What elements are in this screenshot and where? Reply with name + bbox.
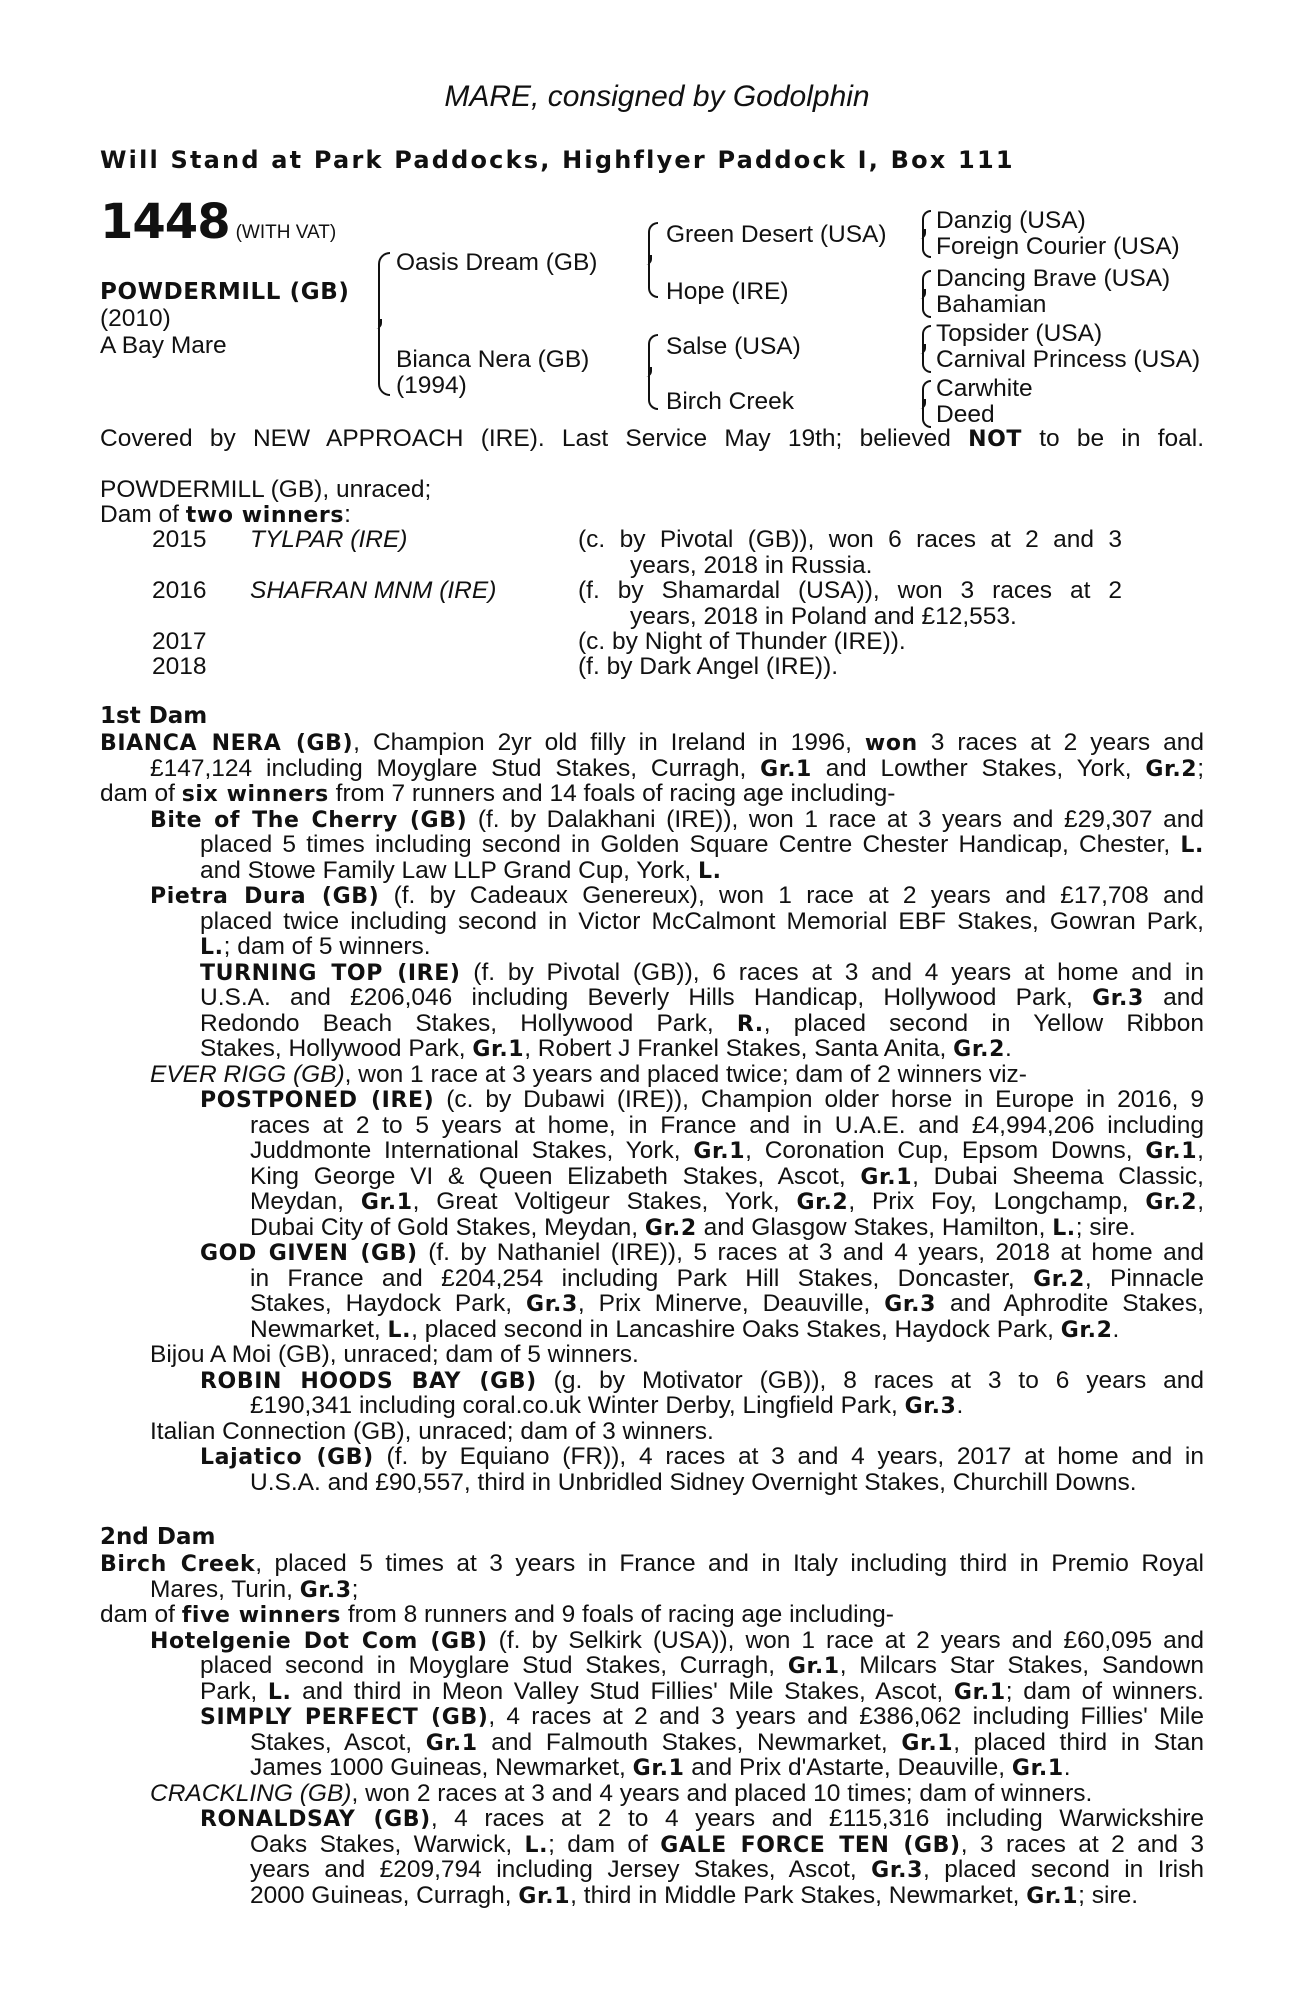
first-dam-line	[100, 1164, 1204, 1190]
text-run: and Falmouth Stakes, Newmarket,	[477, 1728, 902, 1756]
text-run: Stakes, Ascot,	[250, 1728, 426, 1756]
dam-of-prefix: Dam of	[100, 501, 179, 528]
second-dam-line	[100, 1653, 1204, 1679]
text-run: (c. by Dubawi (IRE)), Champion older horse in Europe in 2016, 9	[434, 1086, 1204, 1113]
bold-text: L.	[267, 1679, 292, 1705]
text-run: ; dam of 5 winners.	[223, 933, 431, 960]
bold-text: L.	[1180, 833, 1204, 858]
pedigree-sire-dam: Hope (IRE)	[666, 278, 789, 305]
first-dam-line	[100, 1189, 1204, 1215]
text-run: King George VI & Queen Elizabeth Stakes, Ascot,	[250, 1162, 861, 1190]
text-run: from 8 runners and 9 foals of racing age including-	[341, 1601, 894, 1628]
first-dam-line	[100, 1011, 1204, 1037]
pedigree-ggp-4: Bahamian	[936, 291, 1047, 318]
produce-desc: (c. by Pivotal (GB)), won 6 races at 2 and 3	[578, 526, 1122, 553]
text-run: and Lowther Stakes, York,	[811, 754, 1146, 782]
pedigree-ggp-6: Carnival Princess (USA)	[936, 346, 1201, 373]
first-dam-line	[100, 1215, 1204, 1241]
bold-text: R.	[736, 1011, 764, 1037]
text-run: U.S.A. and £90,557, third in Unbridled Sidney Overnight Stakes, Churchill Downs.	[250, 1468, 1137, 1496]
second-dam-line	[100, 1806, 1204, 1832]
second-dam-line	[100, 1602, 1204, 1628]
bold-text: SIMPLY PERFECT (GB)	[200, 1705, 489, 1730]
text-run: placed 5 times including second in Golden Square Centre Chester Handicap, Chester,	[200, 831, 1181, 858]
text-run: ;	[351, 1575, 359, 1603]
bold-text: Gr.1	[860, 1164, 913, 1190]
text-run: dam of	[100, 1601, 182, 1628]
pedigree-brace-gg3	[922, 325, 931, 373]
bold-text: Birch Creek	[100, 1552, 256, 1577]
pedigree-ggp-7: Carwhite	[936, 375, 1033, 402]
pedigree-ggp-1: Danzig (USA)	[936, 207, 1086, 234]
pedigree-brace-main	[378, 252, 390, 396]
first-dam-line	[100, 1393, 1204, 1419]
bold-text: L.	[1052, 1215, 1076, 1241]
text-run: (f. by Equiano (FR)), 4 races at 3 and 4 years, 2017 at home and in	[373, 1443, 1205, 1470]
text-run: dam of	[100, 780, 182, 807]
pedigree-brace-gg2	[922, 270, 931, 318]
vat-label: (WITH VAT)	[235, 222, 337, 243]
bold-text: Gr.1	[632, 1756, 685, 1781]
text-run: , Great Voltigeur Stakes, York,	[412, 1188, 797, 1215]
text-run: (f. by Pivotal (GB)), 6 races at 3 and 4 years at home and in	[460, 958, 1205, 986]
bold-text: Gr.2	[1145, 756, 1198, 782]
produce-name: SHAFRAN MNM (IRE)	[250, 577, 497, 604]
text-run: (f. by Dalakhani (IRE)), won 1 race at 3 years and £29,307 and	[467, 805, 1204, 833]
text-run: races at 2 to 5 years at home, in France and in U.A.E. and £4,994,206 including	[250, 1111, 1204, 1139]
first-dam-line	[100, 1342, 1204, 1368]
bold-text: L.	[387, 1317, 412, 1343]
bold-text: Gr.1	[472, 1037, 525, 1062]
bold-text: L.	[524, 1832, 549, 1858]
first-dam-line	[100, 1291, 1204, 1317]
lot-number-line	[100, 194, 337, 250]
produce-desc: (f. by Dark Angel (IRE)).	[578, 653, 839, 680]
bold-text: Gr.1	[693, 1139, 746, 1164]
pedigree-dam-dam: Birch Creek	[666, 388, 794, 415]
first-dam-line	[100, 960, 1204, 986]
second-dam-body	[100, 1551, 1204, 1908]
pedigree-sire-sire: Green Desert (USA)	[666, 221, 887, 248]
pedigree-brace-gg4	[922, 380, 931, 428]
bold-text: Gr.2	[953, 1037, 1005, 1062]
bold-text: Gr.1	[425, 1730, 478, 1756]
text-run: , placed second in Irish	[923, 1856, 1204, 1883]
first-dam-line	[100, 1317, 1204, 1343]
pedigree-ggp-3: Dancing Brave (USA)	[936, 265, 1171, 292]
bold-text: Gr.2	[1033, 1266, 1085, 1292]
text-run: , won 1 race at 3 years and placed twice; dam of 2 winners viz-	[344, 1060, 1027, 1088]
bold-text: Bite of The Cherry (GB)	[150, 807, 468, 833]
text-run: , Milcars Star Stakes, Sandown	[839, 1652, 1204, 1679]
text-run: Mares, Turin,	[150, 1575, 300, 1603]
first-dam-line	[100, 985, 1204, 1011]
text-run: £190,341 including coral.co.uk Winter Derby, Lingfield Park,	[250, 1392, 905, 1419]
produce-year: 2018	[152, 653, 207, 680]
covered-text: Covered by NEW APPROACH (IRE). Last Service May 19th; believed	[100, 425, 951, 452]
produce-intro: POWDERMILL (GB), unraced;	[100, 476, 432, 503]
first-dam-line	[100, 756, 1204, 782]
text-run: ,	[1197, 1188, 1204, 1215]
bold-text: Pietra Dura (GB)	[150, 884, 380, 909]
text-run: Oaks Stakes, Warwick,	[250, 1830, 525, 1858]
bold-text: Hotelgenie Dot Com (GB)	[150, 1628, 488, 1654]
bold-text: ROBIN HOODS BAY (GB)	[200, 1368, 537, 1394]
horse-name: POWDERMILL (GB)	[100, 279, 350, 305]
text-run: and Prix d'Astarte, Deauville,	[684, 1754, 1012, 1781]
second-dam-line	[100, 1628, 1204, 1654]
second-dam-line	[100, 1755, 1204, 1781]
italic-text: EVER RIGG (GB)	[150, 1060, 345, 1088]
text-run: Stakes, Hollywood Park,	[200, 1035, 473, 1062]
text-run: ;	[1197, 754, 1204, 782]
text-run: , Robert J Frankel Stakes, Santa Anita,	[524, 1035, 954, 1062]
text-run: Newmarket,	[250, 1315, 388, 1343]
text-run: , placed second in Lancashire Oaks Stakes, Haydock Park,	[411, 1315, 1061, 1343]
text-run: , won 2 races at 3 and 4 years and placed 10 times; dam of winners.	[351, 1779, 1093, 1807]
bold-text: Gr.1	[760, 756, 812, 782]
first-dam-line	[100, 730, 1204, 756]
text-run: .	[956, 1392, 964, 1419]
produce-year: 2015	[152, 526, 207, 553]
text-run: ; sire.	[1078, 1881, 1139, 1909]
text-run: , placed third in Stan	[953, 1728, 1204, 1756]
lot-number: 1448	[100, 194, 230, 250]
bold-text: Gr.1	[1145, 1139, 1198, 1164]
covered-statement	[100, 426, 1204, 452]
bold-text: Gr.1	[787, 1654, 840, 1679]
bold-text: Gr.2	[1060, 1317, 1113, 1343]
pedigree-ggp-5: Topsider (USA)	[936, 320, 1103, 347]
text-run: , placed 5 times at 3 years in France and in Italy including third in Premio Royal	[255, 1550, 1204, 1577]
text-run: , Champion 2yr old filly in Ireland in 1996,	[353, 729, 865, 756]
pedigree-ggp-2: Foreign Courier (USA)	[936, 233, 1180, 260]
text-run: Redondo Beach Stakes, Hollywood Park,	[200, 1009, 737, 1037]
bold-text: L.	[200, 935, 224, 960]
text-run: Meydan,	[250, 1188, 361, 1215]
text-run: .	[1005, 1035, 1012, 1062]
text-run: ; dam of	[548, 1830, 661, 1858]
catalogue-header: MARE, consigned by Godolphin	[444, 80, 870, 113]
bold-text: five winners	[181, 1603, 342, 1628]
text-run: and Glasgow Stakes, Hamilton,	[696, 1213, 1053, 1241]
dam-of-suffix: :	[344, 501, 351, 528]
produce-desc-cont: years, 2018 in Poland and £12,553.	[630, 602, 1017, 630]
text-run: 2000 Guineas, Curragh,	[250, 1881, 519, 1909]
text-run: Bijou A Moi (GB), unraced; dam of 5 winners.	[150, 1341, 639, 1368]
text-run: and Aphrodite Stakes,	[936, 1290, 1204, 1317]
bold-text: Gr.1	[518, 1883, 571, 1909]
text-run: , Dubai Sheema Classic,	[912, 1162, 1204, 1190]
bold-text: RONALDSAY (GB)	[200, 1807, 431, 1832]
text-run: Juddmonte International Stakes, York,	[250, 1137, 694, 1164]
text-run: .	[1063, 1754, 1071, 1781]
text-run: , Coronation Cup, Epsom Downs,	[745, 1137, 1146, 1164]
bold-text: six winners	[181, 782, 329, 807]
text-run: and Stowe Family Law LLP Grand Cup, York,	[200, 856, 698, 884]
pedigree-dam: Bianca Nera (GB)	[396, 346, 590, 373]
bold-text: won	[864, 731, 918, 756]
pedigree-brace-sire	[648, 222, 658, 298]
bold-text: L.	[698, 858, 722, 884]
first-dam-line	[100, 909, 1204, 935]
first-dam-line	[100, 1240, 1204, 1266]
bold-text: Gr.2	[1145, 1190, 1198, 1215]
text-run: in France and £204,254 including Park Hill Stakes, Doncaster,	[250, 1264, 1034, 1292]
first-dam-line	[100, 1444, 1204, 1470]
text-run: 3 races at 2 years and	[917, 729, 1205, 756]
bold-text: Gr.3	[1092, 986, 1144, 1011]
bold-text: Gr.3	[299, 1577, 352, 1603]
first-dam-line	[100, 832, 1204, 858]
text-run: James 1000 Guineas, Newmarket,	[250, 1754, 633, 1781]
produce-name: TYLPAR (IRE)	[250, 526, 408, 553]
pedigree-sire: Oasis Dream (GB)	[396, 249, 598, 276]
first-dam-line	[100, 934, 1204, 960]
text-run: (f. by Cadeaux Genereux), won 1 race at 2 years and £17,708 and	[379, 882, 1204, 909]
text-run: .	[1112, 1315, 1120, 1343]
stand-location: Will Stand at Park Paddocks, Highflyer Paddock I, Box 111	[100, 146, 1015, 174]
bold-text: POSTPONED (IRE)	[200, 1088, 435, 1113]
text-run: and third in Meon Valley Stud Fillies' Mile Stakes, Ascot,	[291, 1677, 954, 1705]
first-dam-heading: 1st Dam	[100, 703, 208, 729]
text-run: from 7 runners and 14 foals of racing age including-	[328, 780, 896, 807]
second-dam-line	[100, 1857, 1204, 1883]
bold-text: GALE FORCE TEN (GB)	[660, 1832, 961, 1858]
text-run: (f. by Selkirk (USA)), won 1 race at 2 years and £60,095 and	[487, 1626, 1204, 1654]
produce-dam-of	[100, 502, 351, 529]
produce-year: 2017	[152, 628, 207, 655]
second-dam-line	[100, 1781, 1204, 1807]
bold-text: TURNING TOP (IRE)	[200, 960, 461, 986]
produce-desc: (c. by Night of Thunder (IRE)).	[578, 628, 906, 655]
text-run: U.S.A. and £206,046 including Beverly Hills Handicap, Hollywood Park,	[200, 984, 1093, 1011]
first-dam-line	[100, 1138, 1204, 1164]
first-dam-line	[100, 883, 1204, 909]
bold-text: Gr.1	[953, 1679, 1006, 1705]
horse-year: (2010)	[100, 305, 171, 332]
text-run: (f. by Nathaniel (IRE)), 5 races at 3 and 4 years, 2018 at home and	[417, 1239, 1204, 1266]
bold-text: Gr.3	[526, 1292, 578, 1317]
first-dam-line	[100, 1087, 1204, 1113]
second-dam-line	[100, 1832, 1204, 1858]
text-run: Italian Connection (GB), unraced; dam of 3 winners.	[150, 1417, 714, 1445]
text-run: , 4 races at 2 to 4 years and £115,316 including Warwickshire	[430, 1805, 1204, 1832]
pedigree-dam-year: (1994)	[396, 372, 467, 399]
italic-text: CRACKLING (GB)	[150, 1779, 352, 1807]
bold-text: Gr.1	[360, 1190, 413, 1215]
pedigree-ggp-8: Deed	[936, 401, 995, 428]
text-run: Dubai City of Gold Stakes, Meydan,	[250, 1213, 645, 1241]
first-dam-line	[100, 1062, 1204, 1088]
second-dam-line	[100, 1679, 1204, 1705]
second-dam-line	[100, 1577, 1204, 1603]
text-run: , Prix Foy, Longchamp,	[848, 1188, 1146, 1215]
produce-desc: (f. by Shamardal (USA)), won 3 races at 2	[578, 577, 1122, 604]
bold-text: Gr.1	[1011, 1756, 1064, 1781]
first-dam-line	[100, 1368, 1204, 1394]
bold-text: Lajatico (GB)	[200, 1445, 374, 1470]
text-run: placed twice including second in Victor McCalmont Memorial EBF Stakes, Gowran Park,	[200, 907, 1204, 935]
text-run: Park,	[200, 1677, 268, 1705]
pedigree-brace-dam	[648, 334, 658, 410]
first-dam-line	[100, 781, 1204, 807]
bold-text: Gr.3	[871, 1858, 923, 1883]
text-run: Stakes, Haydock Park,	[250, 1290, 527, 1317]
text-run: , 3 races at 2 and 3	[960, 1830, 1204, 1858]
first-dam-line	[100, 1036, 1204, 1062]
pedigree-dam-sire: Salse (USA)	[666, 333, 801, 360]
first-dam-line	[100, 858, 1204, 884]
bold-text: Gr.1	[901, 1730, 954, 1756]
produce-desc-cont: years, 2018 in Russia.	[630, 551, 873, 579]
horse-description: A Bay Mare	[100, 332, 227, 359]
text-run: , third in Middle Park Stakes, Newmarket,	[570, 1881, 1027, 1909]
second-dam-line	[100, 1704, 1204, 1730]
text-run: ,	[1197, 1137, 1204, 1164]
bold-text: Gr.2	[644, 1215, 697, 1241]
first-dam-line	[100, 1113, 1204, 1139]
second-dam-line	[100, 1883, 1204, 1909]
first-dam-body	[100, 730, 1204, 1495]
text-run: , Prix Minerve, Deauville,	[577, 1290, 885, 1317]
text-run: (g. by Motivator (GB)), 8 races at 3 to 6 years and	[536, 1366, 1204, 1394]
text-run: ; dam of winners.	[1005, 1677, 1204, 1705]
text-run: and	[1143, 984, 1205, 1011]
text-run: years and £209,794 including Jersey Stakes, Ascot,	[250, 1856, 872, 1883]
second-dam-heading: 2nd Dam	[100, 1524, 216, 1550]
text-run: , 4 races at 2 and 3 years and £386,062 including Fillies' Mile	[488, 1703, 1205, 1730]
first-dam-line	[100, 1266, 1204, 1292]
text-run: , Pinnacle	[1084, 1264, 1204, 1292]
second-dam-line	[100, 1730, 1204, 1756]
bold-text: Gr.3	[884, 1292, 937, 1317]
bold-text: Gr.3	[904, 1394, 957, 1419]
bold-text: Gr.1	[1026, 1883, 1079, 1909]
bold-text: GOD GIVEN (GB)	[200, 1241, 418, 1266]
dam-of-winners: two winners	[185, 503, 345, 528]
covered-not: NOT	[968, 427, 1023, 452]
bold-text: BIANCA NERA (GB)	[100, 731, 354, 756]
first-dam-line	[100, 1419, 1204, 1445]
covered-end: to be in foal.	[1039, 425, 1204, 452]
text-run: placed second in Moyglare Stud Stakes, Curragh,	[200, 1652, 788, 1679]
second-dam-line	[100, 1551, 1204, 1577]
text-run: ; sire.	[1075, 1213, 1136, 1241]
text-run: , placed second in Yellow Ribbon	[763, 1009, 1204, 1037]
pedigree-brace-gg1	[922, 210, 931, 258]
produce-year: 2016	[152, 577, 207, 604]
bold-text: Gr.2	[796, 1190, 849, 1215]
first-dam-line	[100, 1470, 1204, 1496]
first-dam-line	[100, 807, 1204, 833]
text-run: £147,124 including Moyglare Stud Stakes, Curragh,	[150, 754, 761, 782]
